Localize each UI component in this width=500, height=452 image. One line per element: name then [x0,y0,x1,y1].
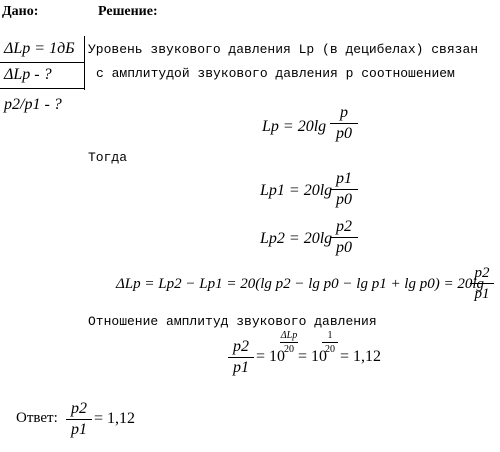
answer-label: Ответ: [16,410,58,426]
formula-1-bar [330,123,358,124]
given-line-1: ΔLp = 1дБ [4,40,75,57]
formula-1-left: Lp = 20lg [262,118,327,135]
solution-heading: Решение: [98,4,158,19]
formula-3-numerator: p2 [336,218,352,235]
formula-5-mid: = 10 [298,348,328,365]
given-line-2: ΔLp - ? [4,66,52,83]
answer-bar [66,419,92,420]
formula-2-fraction [330,170,358,209]
formula-5-exponent-1-numerator: ΔLp [280,330,298,341]
given-heading: Дано: [2,4,39,19]
formula-2-denominator: p0 [336,191,352,208]
formula-5-bar [228,357,254,358]
formula-5-exponent-1-bar [280,342,298,343]
formula-1-fraction [330,104,358,143]
given-divider-2 [0,88,84,89]
formula-4-numerator: p2 [474,265,490,281]
solution-text-line-1: Уровень звукового давления Lp (в децибелах) связан [88,42,479,57]
answer-value: = 1,12 [94,410,136,427]
formula-1-denominator: p0 [336,125,352,142]
formula-2-numerator: p1 [336,170,352,187]
solution-text-line-2: с амплитудой звукового давления p соотношением [96,66,455,81]
then-label: Тогда [88,150,128,165]
formula-5-fraction [228,338,254,377]
formula-3-denominator: p0 [336,239,352,256]
formula-4-bar [470,283,494,284]
formula-5-exponent-1-denominator: 20 [284,344,294,355]
formula-2-bar [330,189,358,190]
answer-fraction [66,400,92,439]
answer-denominator: p1 [71,421,87,438]
formula-2-left: Lp1 = 20lg [260,182,333,199]
formula-5-rhs: = 10 [256,348,286,365]
given-divider-1 [0,62,84,63]
formula-1-numerator: p [340,104,348,121]
formula-5-denominator: p1 [233,359,249,376]
ratio-label: Отношение амплитуд звукового давления [88,314,377,329]
formula-3-fraction [330,218,358,257]
formula-5-result: = 1,12 [340,348,382,365]
given-line-3: p2/p1 - ? [4,96,62,113]
formula-5-exponent-1 [280,330,298,355]
formula-5-exponent-2-denominator: 20 [325,344,335,355]
formula-4-fraction [470,264,494,303]
formula-4-denominator: p1 [474,286,490,302]
given-vertical-divider [84,36,85,90]
formula-5-numerator: p2 [233,338,249,355]
formula-5-exponent-2 [322,330,338,355]
formula-3-bar [330,237,358,238]
formula-5-exponent-2-numerator: 1 [327,330,333,341]
formula-4-main: ΔLp = Lp2 − Lp1 = 20(lg p2 − lg p0 − lg p1 + lg p0) = 20lg [116,276,485,292]
formula-3-left: Lp2 = 20lg [260,230,333,247]
formula-5-exponent-2-bar [322,342,338,343]
answer-numerator: p2 [71,400,87,417]
